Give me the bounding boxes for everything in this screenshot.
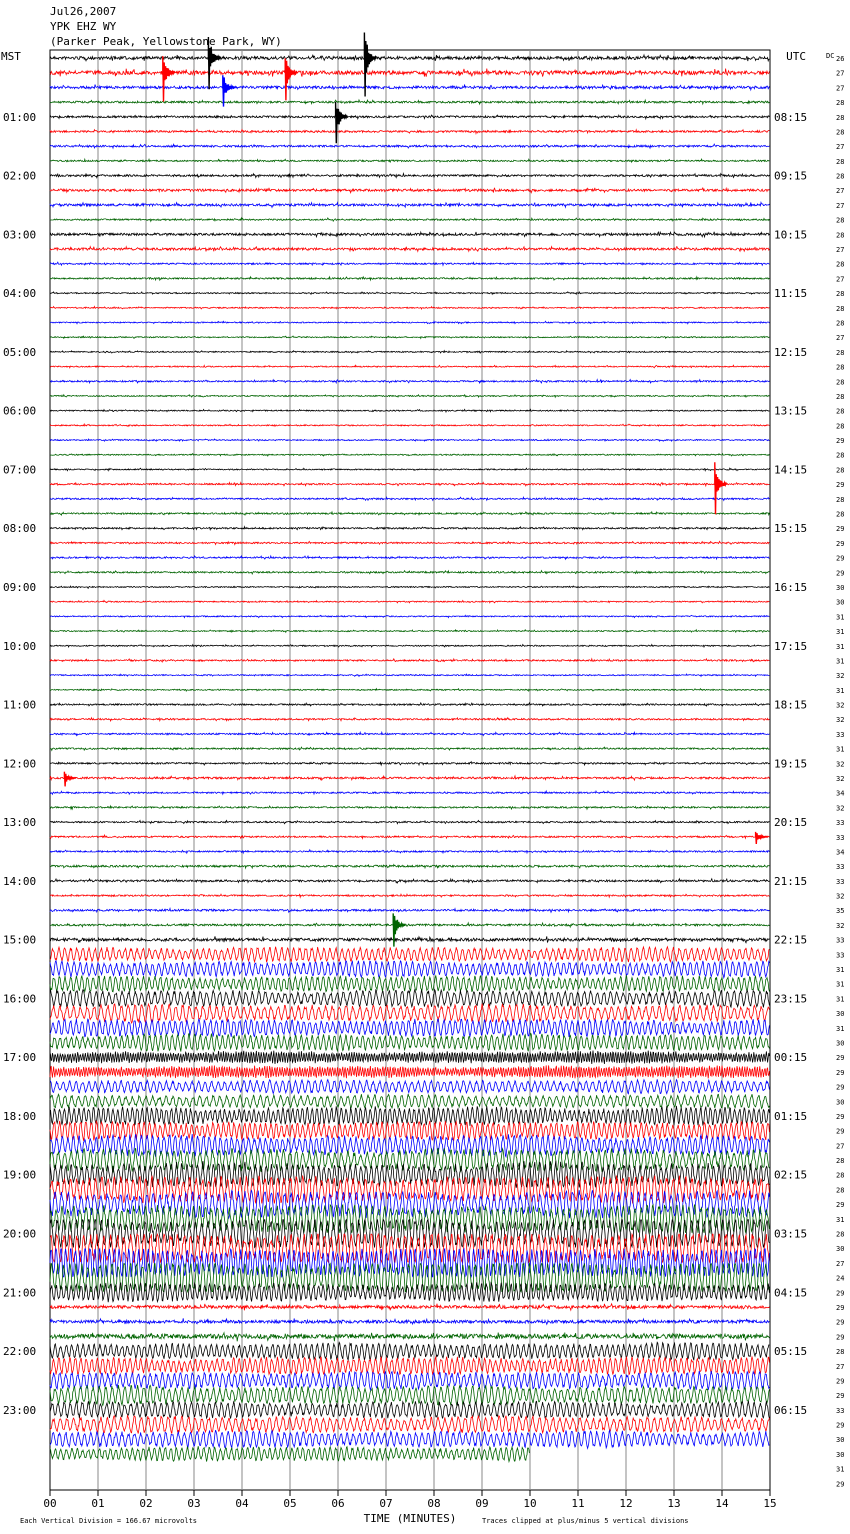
trace-row [50,1342,769,1360]
dc-offset-value: 33 [836,819,845,828]
dc-offset-value: 30 [836,1010,845,1019]
dc-offset-value: 33 [836,936,845,945]
trace-row [50,232,769,237]
seismic-event [285,58,297,100]
trace-row [50,850,769,853]
trace-row [50,483,769,486]
trace-row [50,380,769,383]
dc-offset-value: 29 [836,1112,845,1121]
dc-offset-value: 31 [836,1465,845,1474]
trace-row [50,1282,769,1302]
trace-row [50,277,769,280]
trace-row [50,762,769,765]
hour-label-left: 03:00 [3,228,37,242]
trace-row [50,541,769,544]
trace-row [50,100,769,104]
x-tick-label: 03 [187,1497,201,1510]
trace-row [50,174,769,178]
trace-row [50,188,769,193]
dc-offset-value: 28 [836,451,845,460]
trace-row [50,718,769,721]
hour-label-right: 06:15 [774,1403,808,1417]
dc-offset-value: 28 [836,1230,845,1239]
dc-offset-value: 29 [836,437,845,446]
seismic-event [163,56,175,102]
dc-offset-value: 27 [836,69,845,78]
dc-offset-value: 28 [836,216,845,225]
dc-offset-value: 28 [836,392,845,401]
trace-row [50,689,769,691]
dc-offset-value: 29 [836,1068,845,1077]
hour-label-right: 03:15 [774,1227,808,1241]
hour-label-right: 20:15 [774,816,808,830]
dc-offset-value: 28 [836,466,845,475]
dc-offset-value: 30 [836,1039,845,1048]
dc-offset-value: 29 [836,1377,845,1386]
hour-label-right: 09:15 [774,169,808,183]
dc-offset-value: 30 [836,583,845,592]
dc-offset-value: 33 [836,877,845,886]
dc-offset-value: 29 [836,481,845,490]
hour-label-left: 16:00 [3,992,37,1006]
dc-offset-value: 28 [836,422,845,431]
dc-offset-value: 29 [836,1392,845,1401]
trace-row [50,556,769,559]
hour-label-left: 22:00 [3,1345,37,1359]
hour-label-right: 16:15 [774,580,808,594]
hour-label-left: 05:00 [3,345,37,359]
dc-offset-value: 27 [836,275,845,284]
station-label: YPK EHZ WY [50,20,117,33]
dc-offset-value: 32 [836,716,845,725]
dc-offset-value: 29 [836,554,845,563]
dc-offset-value: 27 [836,187,845,196]
trace-row [50,1430,769,1448]
trace-row [50,674,769,676]
dc-offset-value: 29 [836,1054,845,1063]
dc-offset-value: 27 [836,1362,845,1371]
date-label: Jul26,2007 [50,5,117,18]
trace-row [50,1190,769,1218]
dc-offset-value: 29 [836,1289,845,1298]
trace-row [50,439,769,441]
trace-row [50,1051,769,1064]
hour-label-right: 19:15 [774,757,808,771]
x-tick-label: 06 [331,1497,345,1510]
x-tick-label: 07 [379,1497,393,1510]
x-tick-label: 02 [139,1497,153,1510]
dc-offset-value: 27 [836,143,845,152]
seismic-event [208,37,220,89]
trace-row [50,806,769,809]
dc-offset-value: 24 [836,1274,845,1283]
dc-offset-value: 34 [836,789,845,798]
trace-row [50,454,769,456]
hour-label-left: 21:00 [3,1286,37,1300]
dc-offset-value: 31 [836,628,845,637]
footer-clip-note: Traces clipped at plus/minus 5 vertical divisions [482,1517,689,1525]
trace-row [50,1079,769,1094]
trace-row [50,776,769,780]
hour-label-right: 10:15 [774,228,808,242]
dc-offset-value: 31 [836,642,845,651]
hour-label-left: 14:00 [3,874,37,888]
dc-offset-value: 29 [836,1303,845,1312]
dc-offset-value: 29 [836,1333,845,1342]
dc-offset-value: 28 [836,260,845,269]
dc-offset-value: 27 [836,246,845,255]
hour-label-right: 15:15 [774,522,808,536]
hour-label-right: 11:15 [774,287,808,301]
dc-offset-value: 33 [836,1406,845,1415]
trace-row [50,1220,769,1248]
dc-offset-value: 30 [836,1450,845,1459]
trace-row [50,1264,769,1292]
dc-offset-value: 31 [836,745,845,754]
trace-row [50,218,769,221]
trace-row [50,586,769,588]
dc-offset-value: 29 [836,1201,845,1210]
dc-offset-value: 27 [836,1142,845,1151]
hour-label-right: 14:15 [774,463,808,477]
trace-row [50,703,769,706]
dc-offset-value: 31 [836,966,845,975]
dc-offset-value: 28 [836,1157,845,1166]
dc-offset-value: 28 [836,407,845,416]
hour-label-right: 05:15 [774,1345,808,1359]
trace-row [50,1019,769,1037]
hour-label-left: 19:00 [3,1168,37,1182]
hour-label-right: 04:15 [774,1286,808,1300]
trace-row [50,1065,769,1078]
dc-offset-value: 29 [836,1480,845,1489]
trace-row [50,1134,769,1157]
trace-row [50,130,769,134]
trace-row [50,835,769,838]
dc-offset-value: 30 [836,598,845,607]
trace-row [50,159,769,162]
dc-offset-value: 28 [836,231,845,240]
dc-offset-value: 29 [836,569,845,578]
dc-offset-value: 31 [836,686,845,695]
hour-label-left: 07:00 [3,463,37,477]
trace-row [50,247,769,252]
trace-row [50,69,769,77]
dc-offset-value: 28 [836,99,845,108]
trace-row [50,791,769,794]
dc-offset-value: 31 [836,1215,845,1224]
location-label: (Parker Peak, Yellowstone Park, WY) [50,35,282,48]
hour-label-right: 01:15 [774,1109,808,1123]
dc-offset-value: 28 [836,363,845,372]
trace-row [50,571,769,574]
trace-row [50,879,769,883]
dc-offset-value: 32 [836,672,845,681]
dc-offset-value: 33 [836,951,845,960]
trace-row [50,1357,769,1375]
hour-label-right: 13:15 [774,404,808,418]
dc-offset-value: 28 [836,1171,845,1180]
hour-label-left: 01:00 [3,110,37,124]
trace-row [50,497,769,500]
x-tick-label: 15 [763,1497,777,1510]
trace-row [50,115,769,119]
hour-label-left: 04:00 [3,287,37,301]
trace-row [50,947,769,963]
dc-offset-value: 28 [836,510,845,519]
dc-offset-value: 27 [836,1259,845,1268]
trace-row [50,630,769,633]
dc-offset-value: 29 [836,1083,845,1092]
dc-offset-value: 29 [836,1127,845,1136]
dc-offset-value: 28 [836,319,845,328]
x-tick-label: 04 [235,1497,249,1510]
dc-offset-value: 29 [836,525,845,534]
dc-offset-value: 30 [836,1098,845,1107]
trace-row [50,909,769,913]
dc-offset-value: 31 [836,613,845,622]
seismic-event [64,772,76,787]
dc-offset-value: 32 [836,892,845,901]
dc-offset-value: 28 [836,128,845,137]
hour-label-left: 17:00 [3,1051,37,1065]
hour-label-left: 12:00 [3,757,37,771]
dc-offset-value: 35 [836,907,845,916]
footer-scale-note: Each Vertical Division = 166.67 microvolts [20,1517,198,1525]
trace-row [50,645,769,648]
trace-row [50,202,769,207]
trace-row [50,1106,769,1126]
trace-row [50,1401,769,1419]
hour-label-right: 12:15 [774,345,808,359]
dc-offset-value: 27 [836,334,845,343]
dc-offset-value: 28 [836,304,845,313]
trace-row [50,1033,769,1051]
trace-row [50,512,769,515]
trace-row [50,659,769,662]
trace-row [50,1416,769,1434]
dc-offset-value: 30 [836,1436,845,1445]
trace-row [50,894,769,897]
right-axis-label: UTC [786,50,806,63]
trace-row [50,321,769,323]
dc-offset-value: 29 [836,1421,845,1430]
x-axis-label: TIME (MINUTES) [363,1512,457,1525]
dc-offset-value: 33 [836,863,845,872]
x-tick-label: 08 [427,1497,441,1510]
dc-offset-value: 32 [836,701,845,710]
trace-row [50,85,769,90]
hour-label-right: 08:15 [774,110,808,124]
trace-row [50,976,769,992]
hour-label-left: 06:00 [3,404,37,418]
hour-label-left: 10:00 [3,639,37,653]
hour-label-left: 13:00 [3,816,37,830]
trace-row [50,1304,769,1311]
dc-offset-value: 32 [836,760,845,769]
dc-offset-value: 29 [836,1318,845,1327]
dc-label: DC [826,52,835,60]
x-tick-label: 05 [283,1497,297,1510]
dc-offset-value: 31 [836,657,845,666]
trace-row [50,292,769,295]
dc-offset-value: 27 [836,201,845,210]
trace-row [50,351,769,353]
dc-offset-value: 30 [836,1245,845,1254]
dc-offset-value: 33 [836,730,845,739]
x-tick-label: 01 [91,1497,105,1510]
dc-offset-value: 28 [836,1348,845,1357]
trace-row [50,527,769,530]
trace-row [50,821,769,824]
hour-label-right: 00:15 [774,1051,808,1065]
x-tick-label: 10 [523,1497,537,1510]
hour-label-right: 18:15 [774,698,808,712]
trace-row [50,409,769,412]
seismic-event [336,102,348,143]
dc-offset-value: 28 [836,290,845,299]
hour-label-left: 18:00 [3,1109,37,1123]
hour-label-left: 23:00 [3,1403,37,1417]
hour-label-left: 02:00 [3,169,37,183]
dc-offset-value: 27 [836,84,845,93]
hour-label-left: 08:00 [3,522,37,536]
traces [50,55,769,1462]
dc-offset-value: 29 [836,539,845,548]
trace-row [50,468,769,471]
seismic-event [756,832,768,844]
trace-row [50,395,769,397]
trace-row [50,424,769,426]
dc-offset-value: 32 [836,921,845,930]
trace-row [50,1004,769,1023]
trace-row [50,144,769,148]
trace-row [50,960,769,977]
dc-offset-value: 31 [836,980,845,989]
x-tick-label: 11 [571,1497,585,1510]
hour-label-left: 09:00 [3,580,37,594]
trace-row [50,55,769,61]
hour-label-left: 15:00 [3,933,37,947]
x-tick-label: 14 [715,1497,729,1510]
dc-offset-value: 34 [836,848,845,857]
dc-offset-value: 28 [836,348,845,357]
hour-label-left: 11:00 [3,698,37,712]
dc-offset-value: 28 [836,1186,845,1195]
dc-offset-value: 33 [836,833,845,842]
x-tick-label: 09 [475,1497,489,1510]
dc-offset-value: 26 [836,55,845,63]
dc-offset-value: 28 [836,495,845,504]
trace-row [50,1371,769,1390]
trace-row [50,365,769,368]
trace-row [50,1333,769,1342]
dc-offset-value: 28 [836,157,845,166]
x-tick-label: 00 [43,1497,57,1510]
hour-label-right: 22:15 [774,933,808,947]
hour-label-left: 20:00 [3,1227,37,1241]
dc-offset-value: 28 [836,113,845,122]
dc-offset-value: 32 [836,775,845,783]
dc-offset-value: 32 [836,804,845,813]
trace-row [50,936,769,943]
trace-row [50,336,769,338]
trace-row [50,732,769,735]
hour-label-right: 02:15 [774,1168,808,1182]
dc-offset-value: 31 [836,1024,845,1033]
trace-row [50,1094,769,1109]
hour-label-right: 17:15 [774,639,808,653]
hour-label-right: 21:15 [774,874,808,888]
trace-row [50,1318,769,1324]
dc-offset-value: 31 [836,995,845,1004]
left-axis-label: MST [1,50,21,63]
trace-row [50,923,769,927]
trace-row [50,1385,769,1406]
dc-offset-value: 28 [836,378,845,387]
trace-row [50,600,769,602]
dc-offset-value: 28 [836,172,845,181]
trace-row [50,747,769,750]
x-tick-label: 12 [619,1497,633,1510]
trace-row [50,307,769,310]
trace-row [50,615,769,617]
hour-label-right: 23:15 [774,992,808,1006]
x-tick-label: 13 [667,1497,681,1510]
trace-row [50,865,769,869]
trace-row [50,262,769,265]
trace-row [50,990,769,1008]
